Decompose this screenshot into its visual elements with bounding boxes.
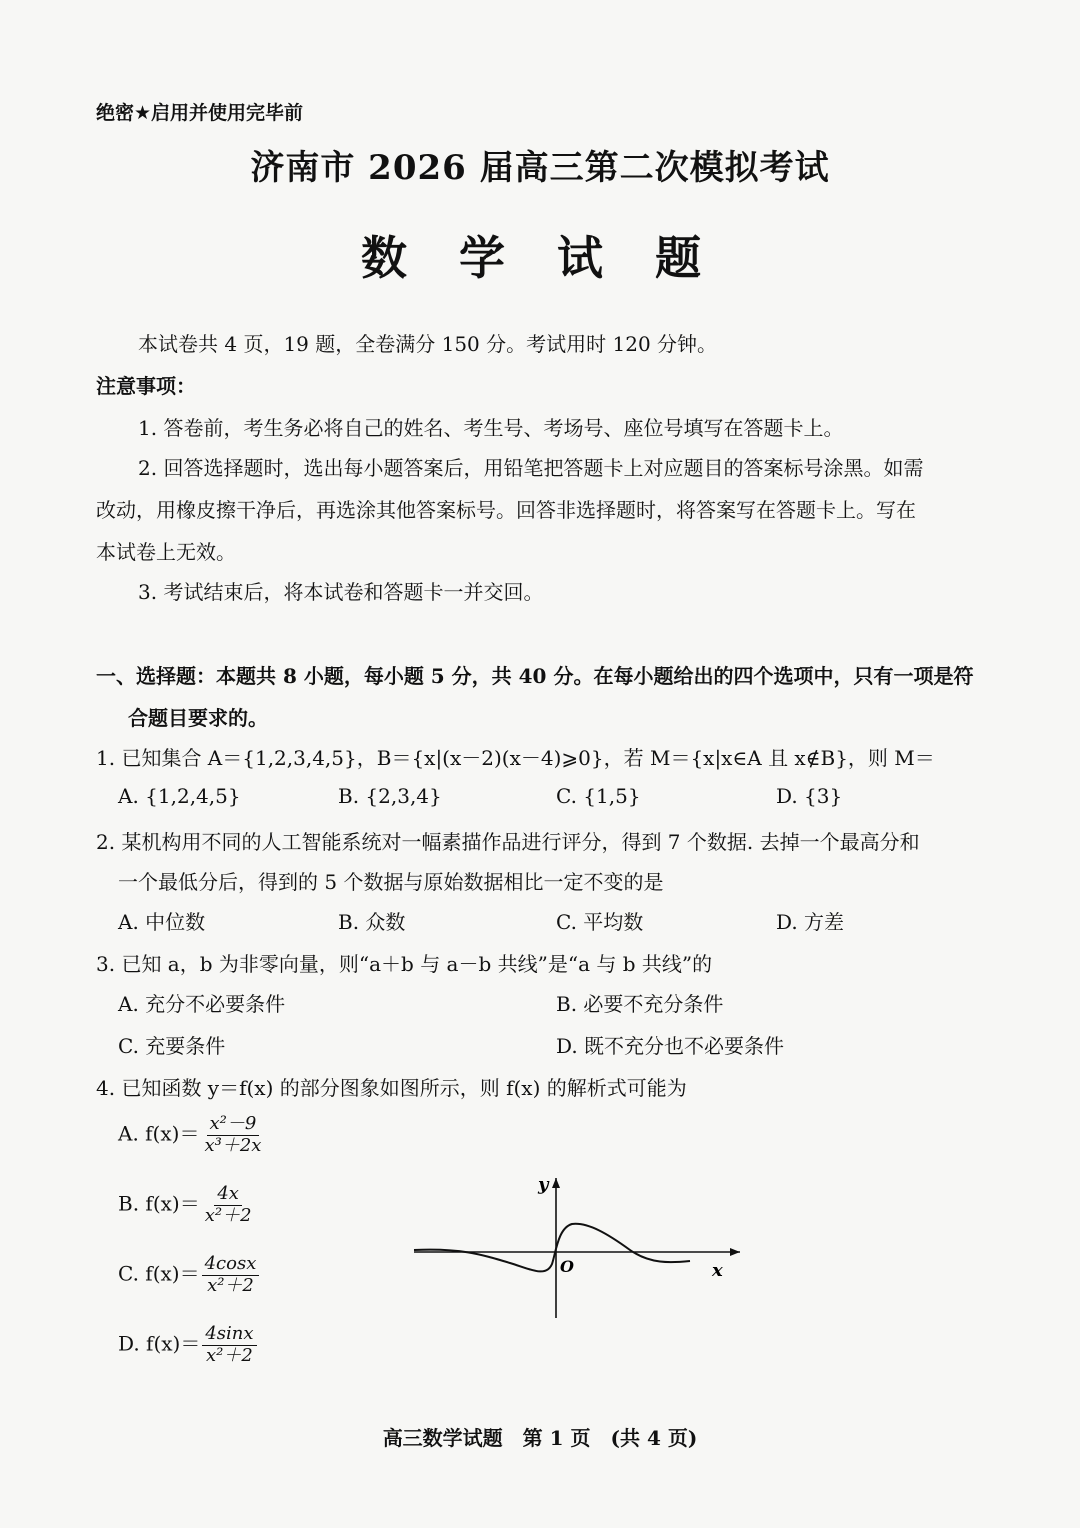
note-item-2-line-3: 本试卷上无效。 xyxy=(96,540,236,564)
option-c-denominator: x²＋2 xyxy=(207,1274,254,1296)
question-2-option-a: A. 中位数 xyxy=(118,910,206,934)
option-b-fraction xyxy=(202,1184,255,1226)
section-heading-line-2: 合题目要求的。 xyxy=(128,706,268,730)
question-2-line-1: 2. 某机构用不同的人工智能系统对一幅素描作品进行评分，得到 7 个数据. 去掉一个最高分和 xyxy=(96,830,920,854)
option-a-numerator: x²－9 xyxy=(207,1114,260,1136)
question-2-option-c: C. 平均数 xyxy=(556,910,644,934)
y-axis-label: y xyxy=(538,1174,549,1195)
note-item-1: 1. 答卷前，考生务必将自己的姓名、考生号、考场号、座位号填写在答题卡上。 xyxy=(138,416,844,440)
question-3-option-b: B. 必要不充分条件 xyxy=(556,992,724,1016)
option-b-numerator: 4x xyxy=(214,1184,242,1206)
function-curve xyxy=(414,1224,690,1272)
section-heading-line-1: 一、选择题：本题共 8 小题，每小题 5 分，共 40 分。在每小题给出的四个选项中，只有一项是符 xyxy=(96,664,974,688)
question-4-option-a xyxy=(118,1114,264,1156)
option-d-numerator: 4sinx xyxy=(202,1324,256,1346)
confidential-label: 绝密★启用并使用完毕前 xyxy=(96,102,304,124)
option-d-label: D. f(x)＝ xyxy=(118,1331,201,1356)
question-3-option-c: C. 充要条件 xyxy=(118,1034,226,1058)
question-2-line-2: 一个最低分后，得到的 5 个数据与原始数据相比一定不变的是 xyxy=(118,870,664,894)
option-c-label: C. f(x)＝ xyxy=(118,1261,200,1286)
question-4-option-d xyxy=(118,1324,257,1366)
question-4-option-c xyxy=(118,1254,259,1296)
exam-intro: 本试卷共 4 页，19 题，全卷满分 150 分。考试用时 120 分钟。 xyxy=(138,332,718,356)
question-4-stem: 4. 已知函数 y＝f(x) 的部分图象如图所示，则 f(x) 的解析式可能为 xyxy=(96,1076,687,1100)
option-c-fraction xyxy=(202,1254,260,1296)
origin-label: O xyxy=(560,1257,574,1276)
question-4-option-b xyxy=(118,1184,255,1226)
option-b-label: B. f(x)＝ xyxy=(118,1191,200,1216)
function-graph xyxy=(400,1168,760,1328)
question-3-stem: 3. 已知 a，b 为非零向量，则“a＋b 与 a－b 共线”是“a 与 b 共线”的 xyxy=(96,952,713,976)
question-1-option-c: C. {1,5} xyxy=(556,784,641,808)
exam-title: 济南市 2026 届高三第二次模拟考试 xyxy=(250,148,830,188)
question-3-option-a: A. 充分不必要条件 xyxy=(118,992,286,1016)
question-3-option-d: D. 既不充分也不必要条件 xyxy=(556,1034,785,1058)
note-item-3: 3. 考试结束后，将本试卷和答题卡一并交回。 xyxy=(138,580,544,604)
x-axis-arrow xyxy=(730,1248,740,1256)
page-footer: 高三数学试题 第 1 页 (共 4 页) xyxy=(382,1426,698,1450)
option-a-denominator: x³＋2x xyxy=(204,1134,262,1156)
x-axis-label: x xyxy=(712,1260,723,1281)
note-item-2-line-2: 改动，用橡皮擦干净后，再选涂其他答案标号。回答非选择题时，将答案写在答题卡上。写在 xyxy=(96,498,916,522)
question-1-option-b: B. {2,3,4} xyxy=(338,784,442,808)
question-2-option-d: D. 方差 xyxy=(776,910,845,934)
subject-title: 数 学 试 题 xyxy=(360,231,720,285)
question-1-stem: 1. 已知集合 A＝{1,2,3,4,5}，B＝{x|(x－2)(x－4)⩾0}，若 M＝{x|x∈A 且 x∉B}，则 M＝ xyxy=(96,746,935,770)
y-axis-arrow xyxy=(552,1178,560,1188)
option-c-numerator: 4cosx xyxy=(202,1254,260,1276)
option-a-fraction xyxy=(201,1114,264,1156)
note-item-2-line-1: 2. 回答选择题时，选出每小题答案后，用铅笔把答题卡上对应题目的答案标号涂黑。如需 xyxy=(138,456,924,480)
question-1-option-d: D. {3} xyxy=(776,784,843,808)
question-1-option-a: A. {1,2,4,5} xyxy=(118,784,241,808)
option-a-label: A. f(x)＝ xyxy=(118,1121,200,1146)
notes-heading: 注意事项： xyxy=(96,374,196,398)
question-2-option-b: B. 众数 xyxy=(338,910,406,934)
option-d-fraction xyxy=(202,1324,256,1366)
option-d-denominator: x²＋2 xyxy=(206,1344,253,1366)
option-b-denominator: x²＋2 xyxy=(204,1204,252,1226)
